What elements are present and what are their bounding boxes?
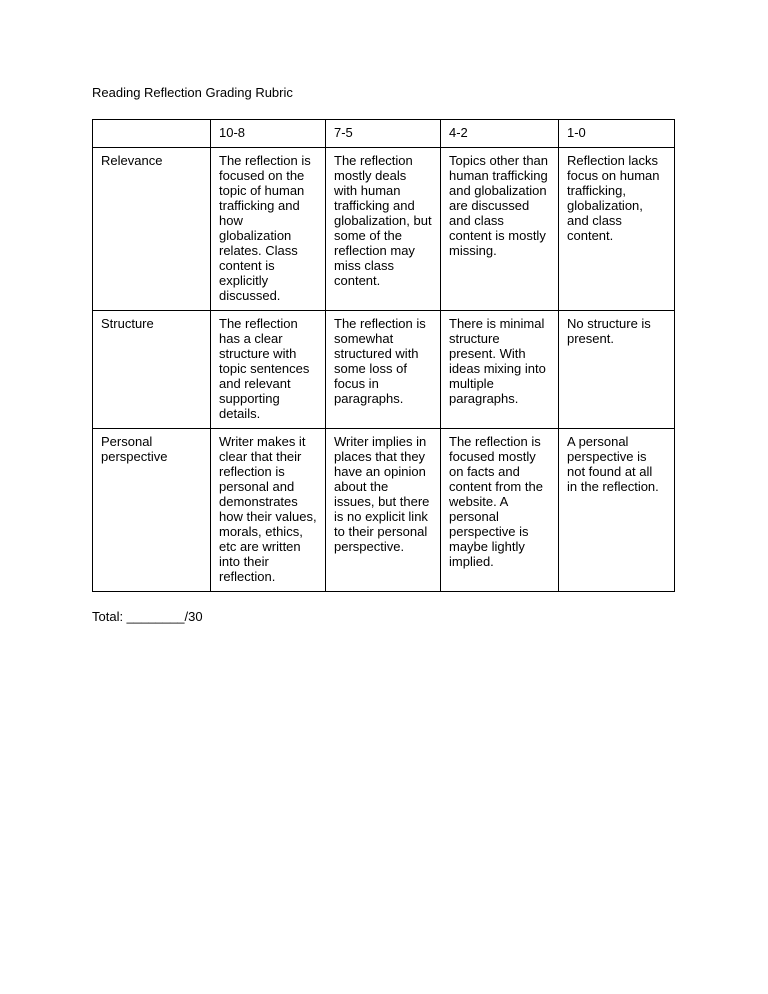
- table-row-structure: [93, 311, 675, 429]
- rubric-cell-personal-1-0: A personal perspective is not found at all in the reflection.: [559, 429, 675, 592]
- header-cell-score-4-2: 4-2: [441, 120, 559, 148]
- rubric-cell-structure-1-0: No structure is present.: [559, 311, 675, 429]
- rubric-cell-relevance-10-8: The reflection is focused on the topic of human trafficking and how globalization relates. Class content is explicitly discussed.: [211, 148, 326, 311]
- grading-rubric-table: [92, 119, 675, 592]
- table-row-personal-perspective: [93, 429, 675, 592]
- rubric-cell-relevance-4-2: Topics other than human trafficking and globalization are discussed and class content is mostly missing.: [441, 148, 559, 311]
- page-title: Reading Reflection Grading Rubric: [92, 85, 293, 100]
- criterion-label-relevance: Relevance: [93, 148, 211, 311]
- rubric-cell-personal-7-5: Writer implies in places that they have an opinion about the issues, but there is no explicit link to their personal perspective.: [326, 429, 441, 592]
- table-header-row: [93, 120, 675, 148]
- table-row-relevance: [93, 148, 675, 311]
- rubric-cell-personal-10-8: Writer makes it clear that their reflection is personal and demonstrates how their values, morals, ethics, etc are written into their reflection.: [211, 429, 326, 592]
- rubric-cell-relevance-1-0: Reflection lacks focus on human trafficking, globalization, and class content.: [559, 148, 675, 311]
- header-cell-score-10-8: 10-8: [211, 120, 326, 148]
- criterion-label-structure: Structure: [93, 311, 211, 429]
- rubric-cell-structure-7-5: The reflection is somewhat structured with some loss of focus in paragraphs.: [326, 311, 441, 429]
- rubric-cell-structure-4-2: There is minimal structure present. With ideas mixing into multiple paragraphs.: [441, 311, 559, 429]
- header-cell-criterion: [93, 120, 211, 148]
- header-cell-score-7-5: 7-5: [326, 120, 441, 148]
- criterion-label-personal-perspective: Personal perspective: [93, 429, 211, 592]
- rubric-cell-personal-4-2: The reflection is focused mostly on facts and content from the website. A personal perspective is maybe lightly implied.: [441, 429, 559, 592]
- rubric-cell-structure-10-8: The reflection has a clear structure with topic sentences and relevant supporting details.: [211, 311, 326, 429]
- total-score-line: Total: ________/30: [92, 609, 203, 624]
- rubric-cell-relevance-7-5: The reflection mostly deals with human trafficking and globalization, but some of the reflection may miss class content.: [326, 148, 441, 311]
- header-cell-score-1-0: 1-0: [559, 120, 675, 148]
